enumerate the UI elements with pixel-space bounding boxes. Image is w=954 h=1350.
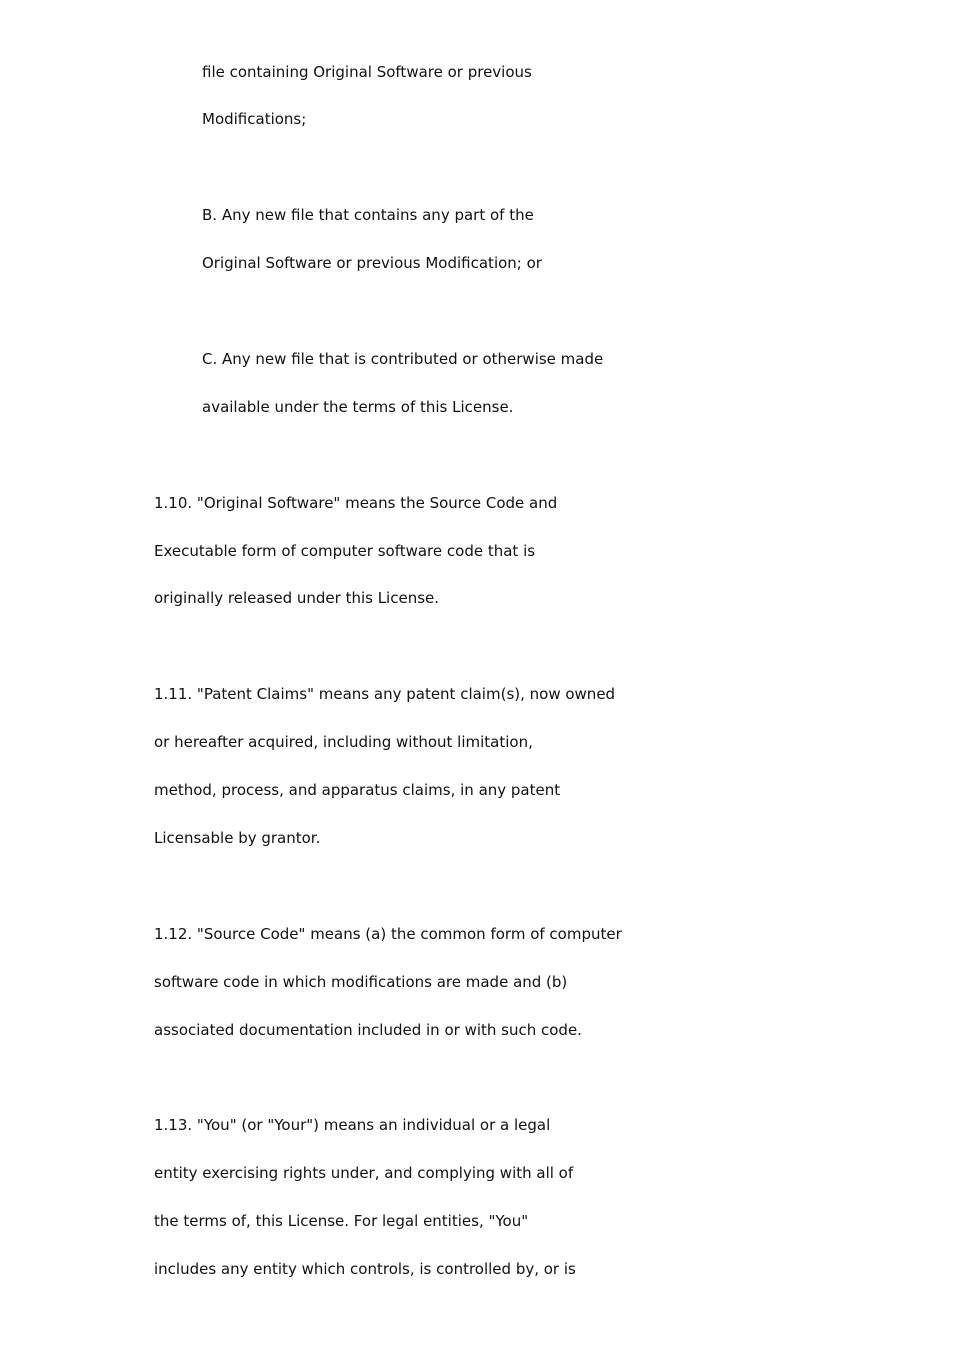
- text-line: the terms of, this License. For legal entities, "You": [154, 1212, 529, 1230]
- text-line: file containing Original Software or previous: [202, 63, 532, 81]
- text-line: Modifications;: [202, 110, 307, 128]
- text-line: Executable form of computer software code that is: [154, 542, 536, 560]
- text-line: entity exercising rights under, and complying with all of: [154, 1164, 574, 1182]
- text-line: method, process, and apparatus claims, in any patent: [154, 781, 561, 799]
- text-line: 1.11. "Patent Claims" means any patent claim(s), now owned: [154, 685, 616, 703]
- text-line: includes any entity which controls, is controlled by, or is: [154, 1260, 576, 1278]
- text-line: Original Software or previous Modification; or: [202, 254, 542, 272]
- text-line: 1.13. "You" (or "Your") means an individual or a legal: [154, 1116, 551, 1134]
- text-line: 1.10. "Original Software" means the Source Code and: [154, 494, 558, 512]
- text-line: associated documentation included in or with such code.: [154, 1021, 582, 1039]
- text-line: originally released under this License.: [154, 589, 440, 607]
- text-line: Licensable by grantor.: [154, 829, 321, 847]
- text-line: C. Any new file that is contributed or otherwise made: [202, 350, 604, 368]
- text-line: or hereafter acquired, including without limitation,: [154, 733, 533, 751]
- text-line: available under the terms of this License.: [202, 398, 514, 416]
- text-line: 1.12. "Source Code" means (a) the common form of computer: [154, 925, 622, 943]
- text-line: B. Any new file that contains any part of the: [202, 206, 534, 224]
- text-line: software code in which modifications are made and (b): [154, 973, 568, 991]
